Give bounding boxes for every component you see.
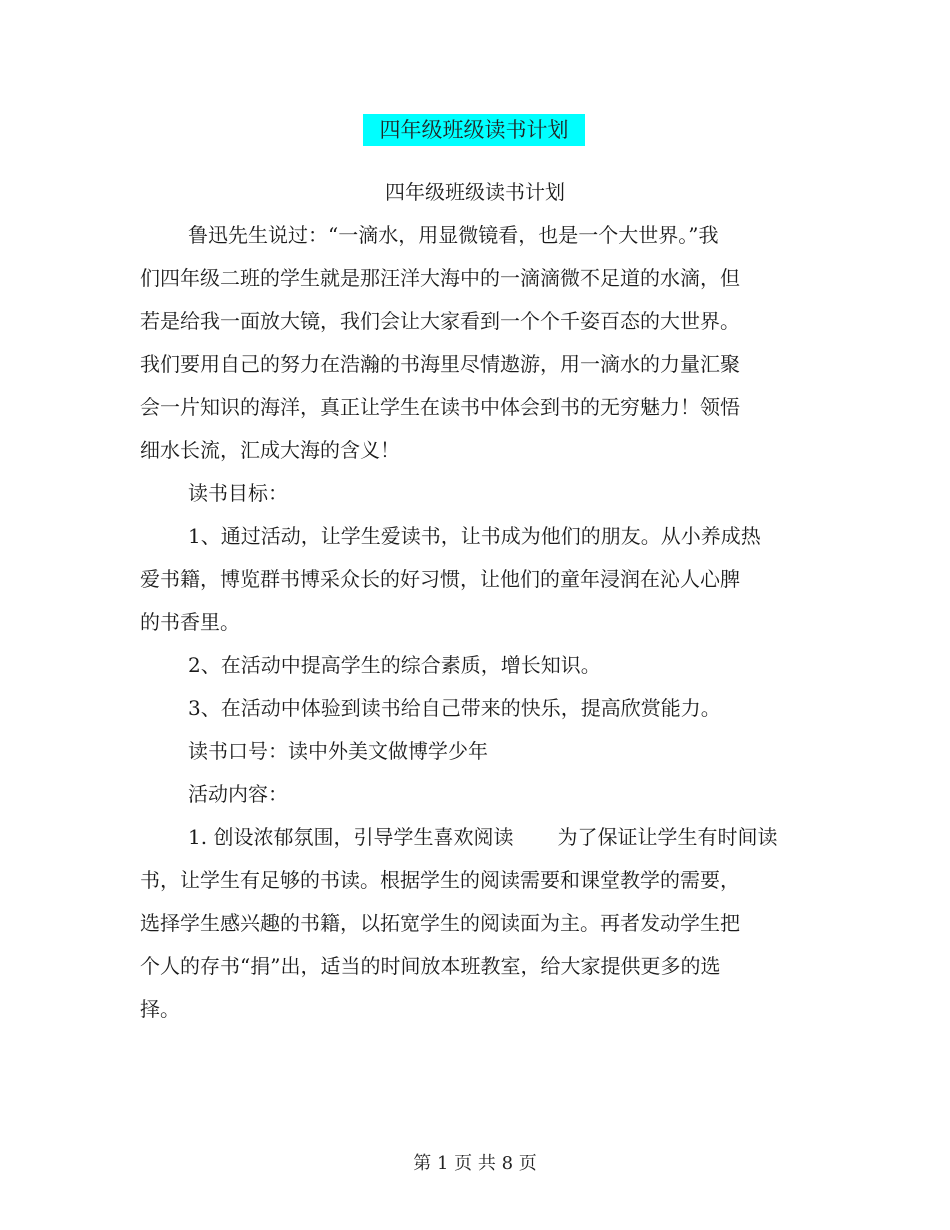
document-title: 四年级班级读书计划 [363, 114, 585, 146]
paragraph-line: 们四年级二班的学生就是那汪洋大海中的一滴滴微不足道的水滴，但 [140, 266, 740, 290]
goal-item-1: 1、通过活动，让学生爱读书，让书成为他们的朋友。从小养成热 [188, 524, 761, 548]
paragraph-line: 会一片知识的海洋，真正让学生在读书中体会到书的无穷魅力！领悟 [140, 395, 740, 419]
paragraph-line: 若是给我一面放大镜，我们会让大家看到一个个千姿百态的大世界。 [140, 309, 740, 333]
activity-item-1-heading: 1. 创设浓郁氛围，引导学生喜欢阅读 [188, 825, 514, 849]
paragraph-line: 细水长流，汇成大海的含义！ [140, 438, 400, 462]
paragraph-line: 鲁迅先生说过：“一滴水，用显微镜看，也是一个大世界。”我 [188, 223, 719, 247]
paragraph-line: 个人的存书“捐”出，适当的时间放本班教室，给大家提供更多的选 [140, 954, 721, 978]
page-number-footer: 第 1 页 共 8 页 [413, 1153, 537, 1174]
paragraph-line: 爱书籍，博览群书博采众长的好习惯，让他们的童年浸润在沁人心脾 [140, 567, 740, 591]
paragraph-line: 选择学生感兴趣的书籍，以拓宽学生的阅读面为主。再者发动学生把 [140, 911, 740, 935]
document-subtitle: 四年级班级读书计划 [385, 180, 565, 204]
goal-item-3: 3、在活动中体验到读书给自己带来的快乐，提高欣赏能力。 [188, 696, 721, 720]
paragraph-line: 我们要用自己的努力在浩瀚的书海里尽情遨游，用一滴水的力量汇聚 [140, 352, 740, 376]
reading-slogan: 读书口号：读中外美文做博学少年 [188, 739, 488, 763]
paragraph-line: 的书香里。 [140, 610, 240, 634]
section-heading-goals: 读书目标： [188, 481, 288, 505]
paragraph-line: 择。 [140, 997, 180, 1021]
activity-item-1 [140, 820, 790, 863]
goal-item-2: 2、在活动中提高学生的综合素质，增长知识。 [188, 653, 601, 677]
activity-item-1-text: 为了保证让学生有时间读 [557, 825, 778, 849]
paragraph-line: 书，让学生有足够的书读。根据学生的阅读需要和课堂教学的需要， [140, 868, 740, 892]
section-heading-activities: 活动内容： [188, 782, 288, 806]
document-body [140, 218, 790, 1035]
